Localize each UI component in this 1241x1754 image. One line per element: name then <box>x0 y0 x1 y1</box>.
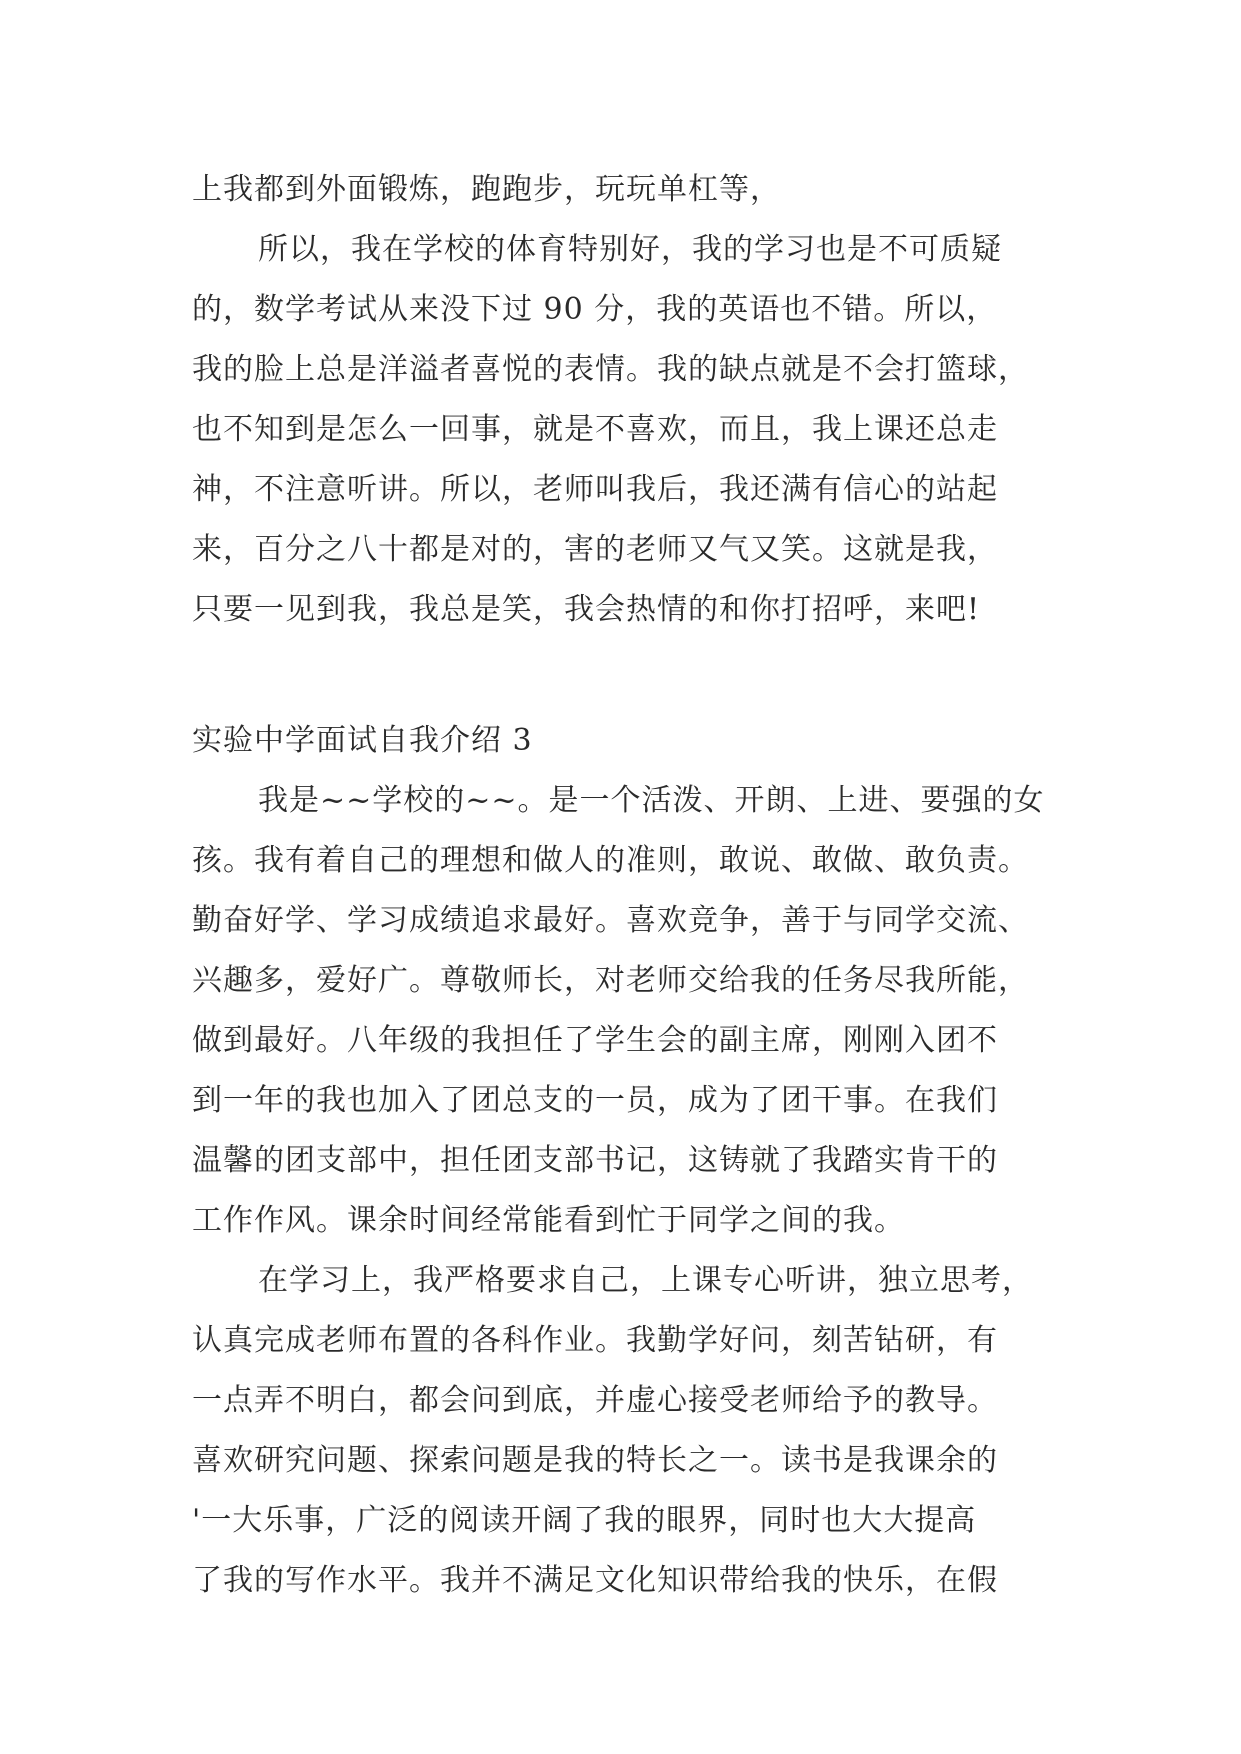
text-line: 做到最好。八年级的我担任了学生会的副主席，刚刚入团不 <box>192 1023 998 1058</box>
text-line: 到一年的我也加入了团总支的一员，成为了团干事。在我们 <box>192 1083 998 1118</box>
paragraph-first-line: 所以，我在学校的体育特别好，我的学习也是不可质疑 <box>258 232 1002 267</box>
text-line: 了我的写作水平。我并不满足文化知识带给我的快乐，在假 <box>192 1563 998 1598</box>
text-line: 勤奋好学、学习成绩追求最好。喜欢竞争，善于与同学交流、 <box>192 903 1029 938</box>
text-line: 孩。我有着自己的理想和做人的准则，敢说、敢做、敢负责。 <box>192 843 1029 878</box>
text-line: 来，百分之八十都是对的，害的老师又气又笑。这就是我， <box>192 532 998 567</box>
text-line: 上我都到外面锻炼，跑跑步，玩玩单杠等， <box>192 172 781 207</box>
text-line: 也不知到是怎么一回事，就是不喜欢，而且，我上课还总走 <box>192 412 998 447</box>
section-gap <box>192 640 1062 711</box>
text-line: 工作作风。课余时间经常能看到忙于同学之间的我。 <box>192 1203 905 1238</box>
text-line: 温馨的团支部中，担任团支部书记，这铸就了我踏实肯干的 <box>192 1143 998 1178</box>
paragraph-first-line: 在学习上，我严格要求自己，上课专心听讲，独立思考， <box>258 1263 1033 1298</box>
text-line: 认真完成老师布置的各科作业。我勤学好问，刻苦钻研，有 <box>192 1323 998 1358</box>
section-heading: 实验中学面试自我介绍 3 <box>192 723 533 758</box>
text-line: 的，数学考试从来没下过 90 分，我的英语也不错。所以， <box>192 292 998 327</box>
document-body <box>192 160 1062 1611</box>
text-line: 一点弄不明白，都会问到底，并虚心接受老师给予的教导。 <box>192 1383 998 1418</box>
text-line: 我的脸上总是洋溢者喜悦的表情。我的缺点就是不会打篮球， <box>192 352 1029 387</box>
text-line: '一大乐事，广泛的阅读开阔了我的眼界，同时也大大提高 <box>192 1503 977 1538</box>
text-line: 喜欢研究问题、探索问题是我的特长之一。读书是我课余的 <box>192 1443 998 1478</box>
text-line: 神，不注意听讲。所以，老师叫我后，我还满有信心的站起 <box>192 472 998 507</box>
text-line: 只要一见到我，我总是笑，我会热情的和你打招呼，来吧! <box>192 592 981 627</box>
text-line: 兴趣多，爱好广。尊敬师长，对老师交给我的任务尽我所能， <box>192 963 1029 998</box>
paragraph-first-line: 我是~~学校的~~。是一个活泼、开朗、上进、要强的女 <box>258 783 1045 818</box>
